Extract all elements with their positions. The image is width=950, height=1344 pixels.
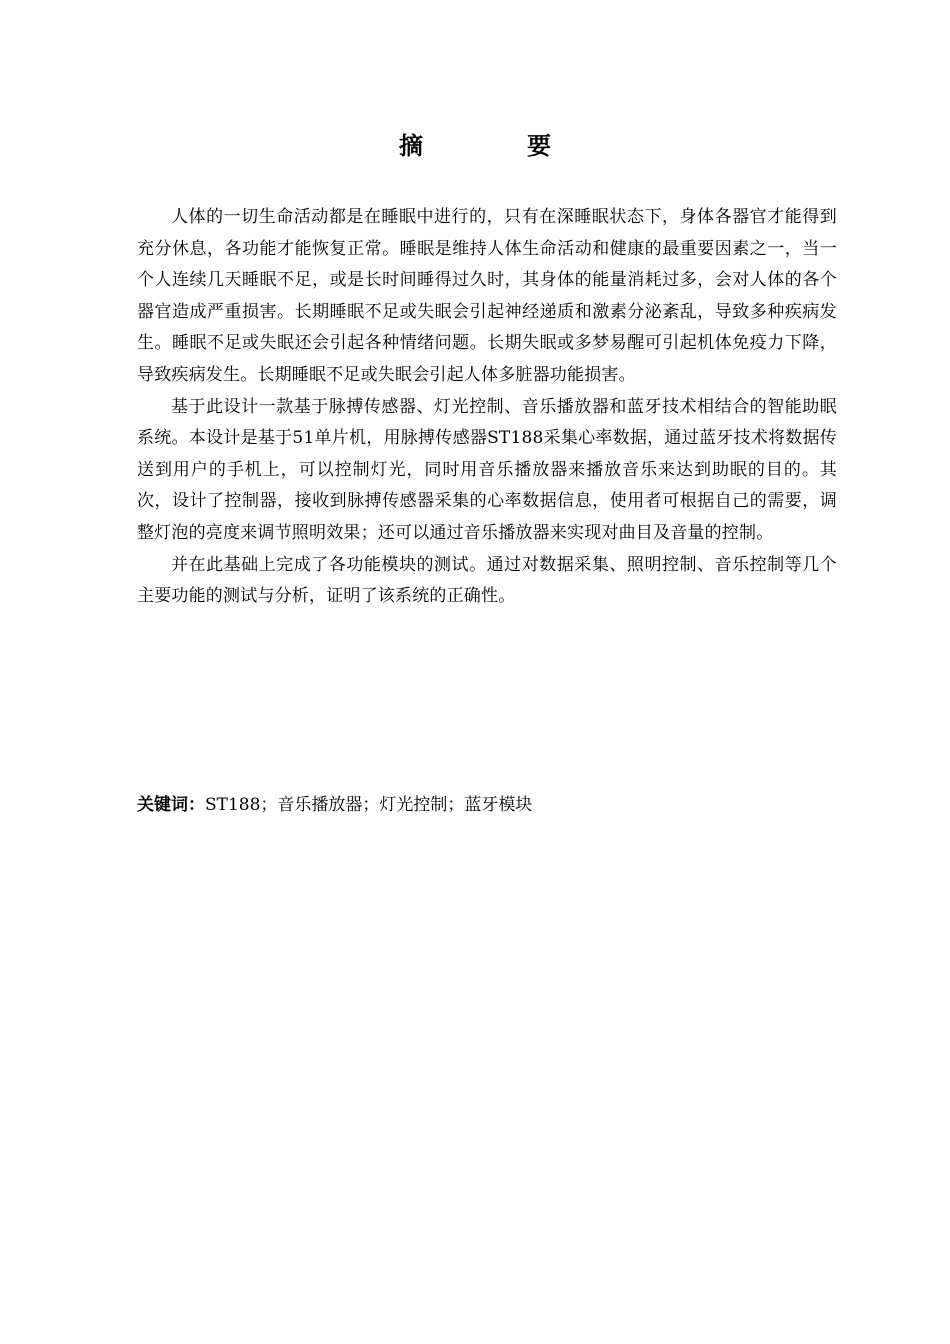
abstract-body xyxy=(137,202,837,613)
abstract-title: 摘 要 xyxy=(399,132,591,160)
keywords-line xyxy=(137,790,837,821)
abstract-paragraph-3: 并在此基础上完成了各功能模块的测试。通过对数据采集、照明控制、音乐控制等几个主要功能的测试与分析，证明了该系统的正确性。 xyxy=(137,554,837,607)
abstract-paragraph-2: 基于此设计一款基于脉搏传感器、灯光控制、音乐播放器和蓝牙技术相结合的智能助眠系统。本设计是基于51单片机，用脉搏传感器ST188采集心率数据，通过蓝牙技术将数据传送到用户的手机上，可以控制灯光，同时用音乐播放器来播放音乐来达到助眠的目的。其次，设计了控制器，接收到脉搏传感器采集的心率数据信息，使用者可根据自己的需要，调整灯泡的亮度来调节照明效果；还可以通过音乐播放器来实现对曲目及音量的控制。 xyxy=(137,396,837,543)
keywords-label: 关键词： xyxy=(137,795,205,815)
keywords-value: ST188；音乐播放器；灯光控制；蓝牙模块 xyxy=(205,795,533,815)
abstract-paragraph-1: 人体的一切生命活动都是在睡眠中进行的，只有在深睡眠状态下，身体各器官才能得到充分休息，各功能才能恢复正常。睡眠是维持人体生命活动和健康的最重要因素之一，当一个人连续几天睡眠不足，或是长时间睡得过久时，其身体的能量消耗过多，会对人体的各个器官造成严重损害。长期睡眠不足或失眠会引起神经递质和激素分泌紊乱，导致多种疾病发生。睡眠不足或失眠还会引起各种情绪问题。长期失眠或多梦易醒可引起机体免疫力下降，导致疾病发生。长期睡眠不足或失眠会引起人体多脏器功能损害。 xyxy=(137,207,837,385)
